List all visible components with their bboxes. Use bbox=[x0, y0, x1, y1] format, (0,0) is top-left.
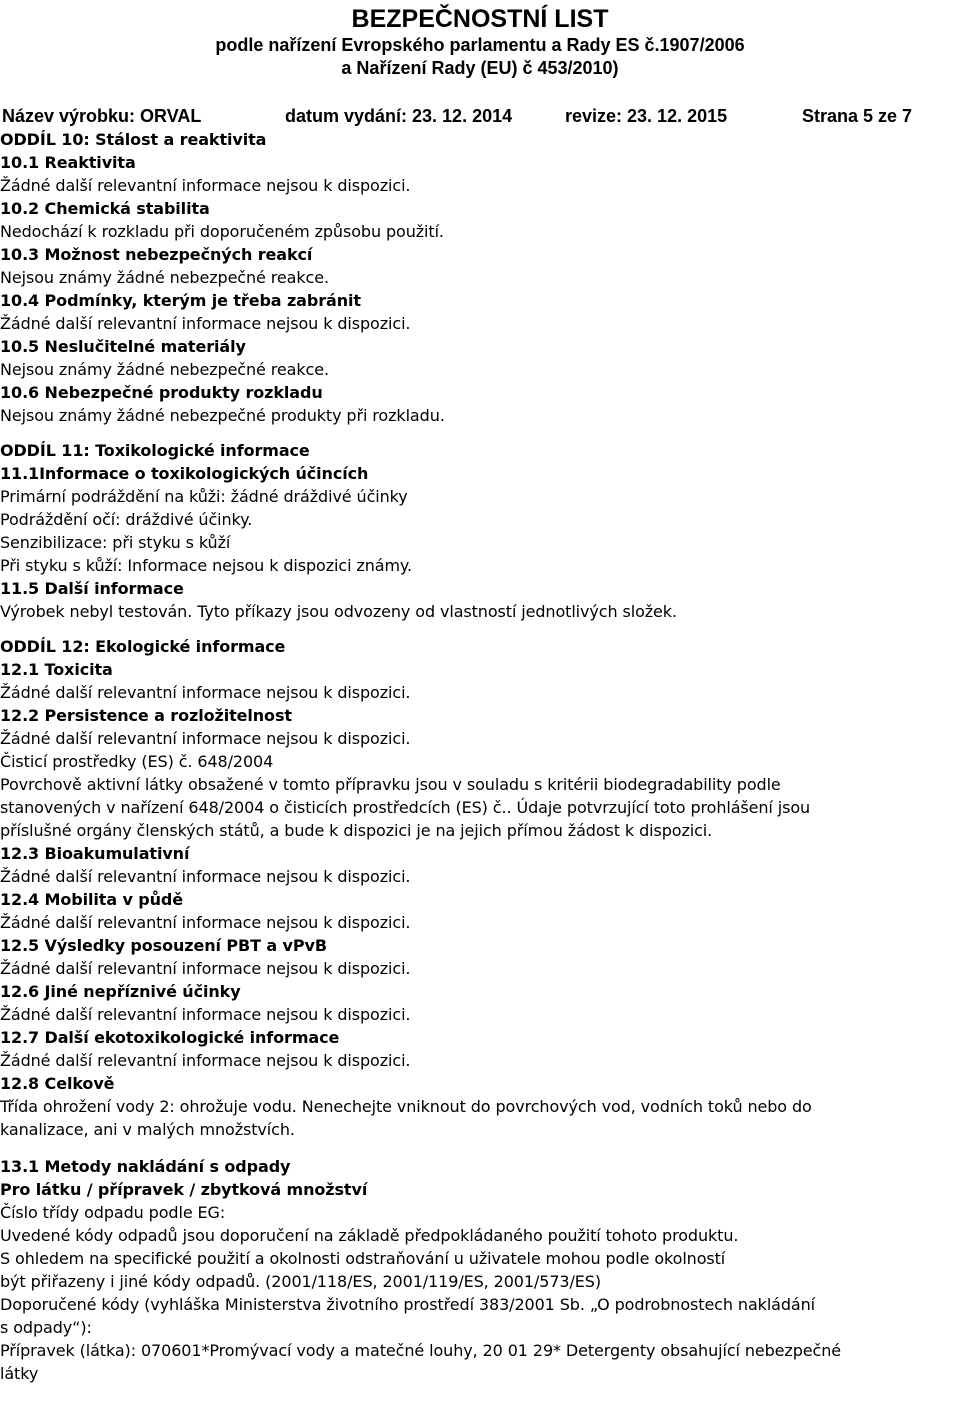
subsection-heading: 10.6 Nebezpečné produkty rozkladu bbox=[0, 383, 323, 402]
paragraph: Doporučené kódy (vyhláška Ministerstva životního prostředí 383/2001 Sb. „O podrobnostech nakládání bbox=[0, 1295, 816, 1314]
subsection-heading: 12.8 Celkově bbox=[0, 1074, 115, 1093]
document-title-block bbox=[0, 4, 960, 80]
subsection-heading: 10.2 Chemická stabilita bbox=[0, 199, 210, 218]
section-spacer bbox=[0, 623, 955, 635]
paragraph: Žádné další relevantní informace nejsou k dispozici. bbox=[0, 1005, 411, 1024]
paragraph: látky bbox=[0, 1364, 39, 1383]
subsection-heading: 10.5 Neslučitelné materiály bbox=[0, 337, 246, 356]
subsection-heading: 12.6 Jiné nepříznivé účinky bbox=[0, 982, 241, 1001]
paragraph: Čisticí prostředky (ES) č. 648/2004 bbox=[0, 752, 274, 771]
issue-date: datum vydání: 23. 12. 2014 bbox=[285, 106, 513, 126]
product-name: Název výrobku: ORVAL bbox=[2, 106, 202, 126]
document-title: BEZPEČNOSTNÍ LIST bbox=[351, 5, 609, 33]
document-subtitle-regulation: podle nařízení Evropského parlamentu a Rady ES č.1907/2006 bbox=[215, 35, 745, 55]
subsection-heading: 11.5 Další informace bbox=[0, 579, 184, 598]
subsection-heading: 12.5 Výsledky posouzení PBT a vPvB bbox=[0, 936, 327, 955]
section-spacer bbox=[0, 1141, 955, 1155]
subsection-heading: 12.3 Bioakumulativní bbox=[0, 844, 190, 863]
document-subtitle-council: a Nařízení Rady (EU) č 453/2010) bbox=[341, 58, 619, 78]
paragraph: Nejsou známy žádné nebezpečné reakce. bbox=[0, 360, 329, 379]
paragraph: Žádné další relevantní informace nejsou k dispozici. bbox=[0, 959, 411, 978]
paragraph: Podráždění očí: dráždivé účinky. bbox=[0, 510, 253, 529]
subsection-heading: 10.4 Podmínky, kterým je třeba zabránit bbox=[0, 291, 361, 310]
subsection-heading: 12.7 Další ekotoxikologické informace bbox=[0, 1028, 340, 1047]
paragraph: být přiřazeny i jiné kódy odpadů. (2001/118/ES, 2001/119/ES, 2001/573/ES) bbox=[0, 1272, 601, 1291]
paragraph: Nejsou známy žádné nebezpečné produkty při rozkladu. bbox=[0, 406, 445, 425]
paragraph: Žádné další relevantní informace nejsou k dispozici. bbox=[0, 176, 411, 195]
paragraph: Žádné další relevantní informace nejsou k dispozici. bbox=[0, 729, 411, 748]
subsection-heading: 12.4 Mobilita v půdě bbox=[0, 890, 184, 909]
paragraph: Žádné další relevantní informace nejsou k dispozici. bbox=[0, 683, 411, 702]
paragraph: Přípravek (látka): 070601*Promývací vody a matečné louhy, 20 01 29* Detergenty obsahující nebezpečné bbox=[0, 1341, 842, 1360]
subsection-heading: 12.1 Toxicita bbox=[0, 660, 113, 679]
subsection-heading: 11.1Informace o toxikologických účincích bbox=[0, 464, 369, 483]
paragraph: Nedochází k rozkladu při doporučeném způsobu použití. bbox=[0, 222, 444, 241]
paragraph: Výrobek nebyl testován. Tyto příkazy jsou odvozeny od vlastností jednotlivých složek. bbox=[0, 602, 677, 621]
paragraph: Primární podráždění na kůži: žádné dráždivé účinky bbox=[0, 487, 408, 506]
section-11-heading: ODDÍL 11: Toxikologické informace bbox=[0, 441, 310, 460]
paragraph: Žádné další relevantní informace nejsou k dispozici. bbox=[0, 913, 411, 932]
paragraph: Číslo třídy odpadu podle EG: bbox=[0, 1203, 226, 1222]
paragraph: S ohledem na specifické použití a okolnosti odstraňování u uživatele mohou podle okolností bbox=[0, 1249, 726, 1268]
subsection-heading: 12.2 Persistence a rozložitelnost bbox=[0, 706, 292, 725]
section-spacer bbox=[0, 427, 955, 439]
page-number: Strana 5 ze 7 bbox=[802, 106, 913, 126]
paragraph: Třída ohrožení vody 2: ohrožuje vodu. Nenechejte vniknout do povrchových vod, vodních toků nebo do bbox=[0, 1097, 812, 1116]
paragraph: s odpady“): bbox=[0, 1318, 92, 1337]
paragraph: stanovených v nařízení 648/2004 o čisticích prostředcích (ES) č.. Údaje potvrzující toto prohlášení jsou bbox=[0, 798, 811, 817]
subsection-heading: 10.3 Možnost nebezpečných reakcí bbox=[0, 245, 313, 264]
paragraph: Žádné další relevantní informace nejsou k dispozici. bbox=[0, 867, 411, 886]
paragraph: Senzibilizace: při styku s kůží bbox=[0, 533, 231, 552]
paragraph: Žádné další relevantní informace nejsou k dispozici. bbox=[0, 1051, 411, 1070]
paragraph: Uvedené kódy odpadů jsou doporučení na základě předpokládaného použití tohoto produktu. bbox=[0, 1226, 739, 1245]
section-12-heading: ODDÍL 12: Ekologické informace bbox=[0, 637, 286, 656]
document-body bbox=[0, 128, 955, 1385]
paragraph: Nejsou známy žádné nebezpečné reakce. bbox=[0, 268, 329, 287]
paragraph: Při styku s kůží: Informace nejsou k dispozici známy. bbox=[0, 556, 412, 575]
paragraph: kanalizace, ani v malých množstvích. bbox=[0, 1120, 295, 1139]
paragraph: Povrchově aktivní látky obsažené v tomto přípravku jsou v souladu s kritérii biodegradability podle bbox=[0, 775, 781, 794]
subsection-heading: 10.1 Reaktivita bbox=[0, 153, 136, 172]
revision-date: revize: 23. 12. 2015 bbox=[565, 106, 728, 126]
paragraph: Žádné další relevantní informace nejsou k dispozici. bbox=[0, 314, 411, 333]
section-10-heading: ODDÍL 10: Stálost a reaktivita bbox=[0, 130, 267, 149]
subsection-heading: 13.1 Metody nakládání s odpady bbox=[0, 1157, 291, 1176]
paragraph: příslušné orgány členských států, a bude k dispozici je na jejich přímou žádost k dispozici. bbox=[0, 821, 713, 840]
subsection-heading: Pro látku / přípravek / zbytková množství bbox=[0, 1180, 368, 1199]
